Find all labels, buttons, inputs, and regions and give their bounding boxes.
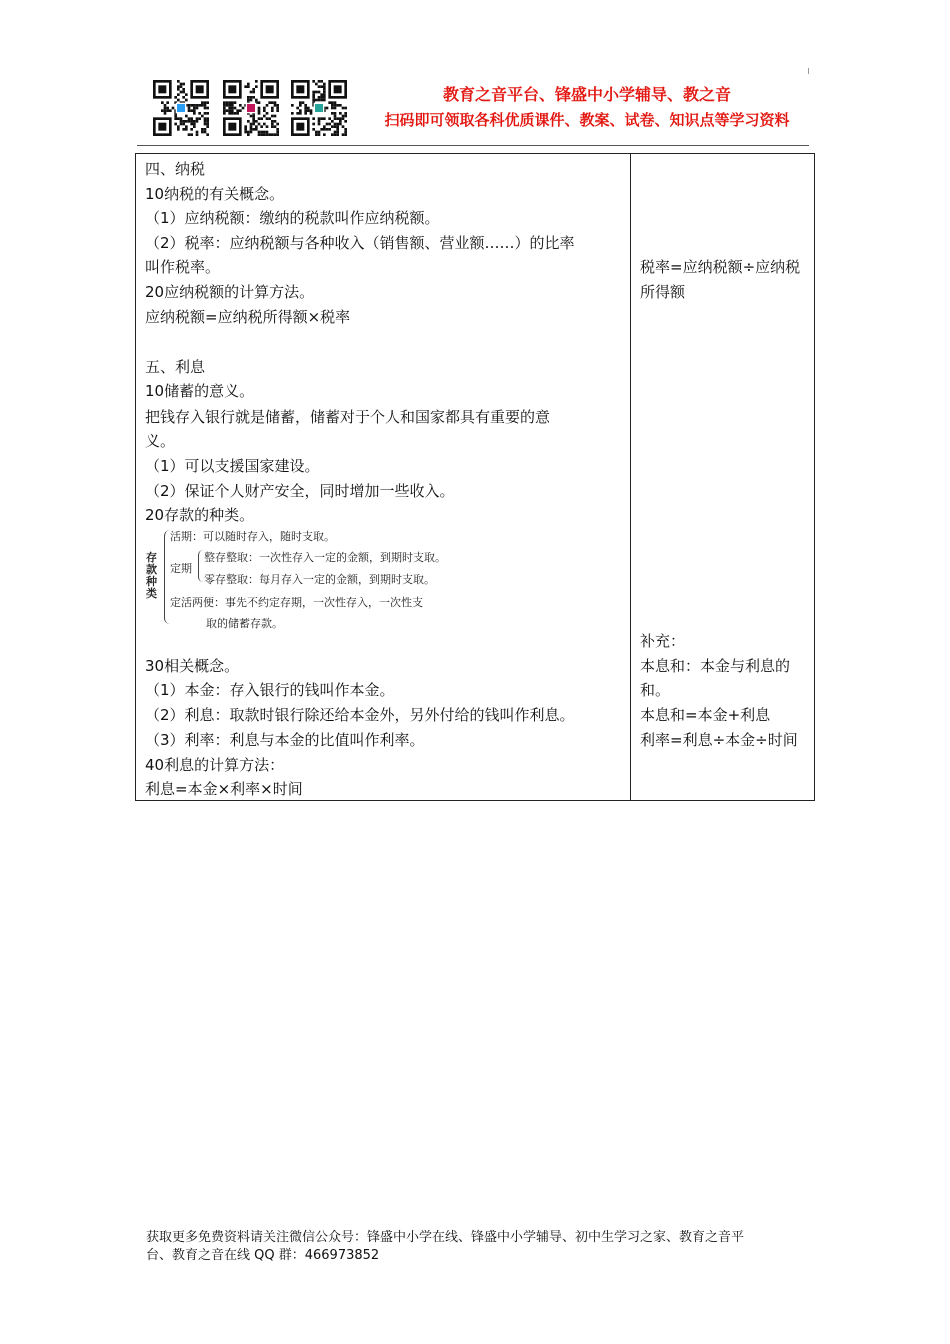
side-note: 和。: [640, 681, 671, 699]
text-line: 20应纳税额的计算方法。: [145, 283, 315, 301]
text-line: （1）应纳税额：缴纳的税款叫作应纳税额。: [145, 209, 440, 227]
text-line: 40利息的计算方法：: [145, 756, 285, 774]
deposit-flexible: 定活两便：事先不约定存期，一次性存入，一次性支: [170, 596, 423, 609]
side-note-title: 补充：: [640, 632, 686, 650]
deposit-installment: 零存整取：每月存入一定的金额，到期时支取。: [204, 573, 435, 586]
deposit-fixed: 定期: [170, 562, 192, 575]
footer-line-2: 台、教育之音在线 QQ 群：466973852: [146, 1248, 380, 1263]
text-line: 10纳税的有关概念。: [145, 185, 285, 203]
text-line: 义。: [145, 432, 176, 450]
fixed-brace: [198, 550, 203, 582]
text-line: 把钱存入银行就是储蓄，储蓄对于个人和国家都具有重要的意: [145, 408, 551, 426]
lesson-table: [135, 153, 815, 801]
header-rule: [137, 145, 809, 146]
text-line: （1）本金：存入银行的钱叫作本金。: [145, 681, 395, 699]
text-line: 叫作税率。: [145, 258, 221, 276]
text-line: （3）利率：利息与本金的比值叫作利率。: [145, 731, 425, 749]
deposit-lump-sum: 整存整取：一次性存入一定的金额，到期时支取。: [204, 551, 446, 564]
text-line: （2）保证个人财产安全，同时增加一些收入。: [145, 482, 455, 500]
side-note: 所得额: [640, 283, 686, 301]
qr-code-1: [153, 80, 209, 136]
text-line: （2）税率：应纳税额与各种收入（销售额、营业额……）的比率: [145, 234, 575, 252]
text-line: （1）可以支援国家建设。: [145, 457, 320, 475]
section-title-tax: 四、纳税: [145, 160, 206, 178]
deposit-demand: 活期：可以随时存入，随时支取。: [170, 530, 335, 543]
footer-line-1: 获取更多免费资料请关注微信公众号：锋盛中小学在线、锋盛中小学辅导、初中生学习之家、教育之音平: [146, 1230, 745, 1245]
side-note: 本息和：本金与利息的: [640, 657, 791, 675]
deposit-types-diagram: [146, 528, 506, 628]
page-header: [137, 68, 809, 148]
text-line: 20存款的种类。: [145, 506, 255, 524]
column-divider: [630, 154, 631, 800]
promo-banner: [367, 84, 807, 131]
deposit-flexible-cont: 取的储蓄存款。: [206, 617, 283, 630]
qr-code-icon: [153, 80, 209, 136]
page-footer: [146, 1229, 806, 1265]
formula-line: 利息=本金×利率×时间: [145, 780, 303, 798]
banner-line-2: 扫码即可领取各科优质课件、教案、试卷、知识点等学习资料: [384, 111, 790, 129]
text-line: 10储蓄的意义。: [145, 382, 255, 400]
qr-code-icon: [291, 80, 347, 136]
side-note: 利率=利息÷本金÷时间: [640, 731, 798, 749]
banner-line-1: 教育之音平台、锋盛中小学辅导、教之音: [442, 85, 731, 104]
qr-code-icon: [223, 80, 279, 136]
section-title-interest: 五、利息: [145, 358, 206, 376]
text-line: （2）利息：取款时银行除还给本金外，另外付给的钱叫作利息。: [145, 706, 575, 724]
header-corner-tick: [808, 68, 809, 74]
qr-code-2: [223, 80, 279, 136]
qr-code-3: [291, 80, 347, 136]
formula-line: 应纳税额=应纳税所得额×税率: [145, 308, 351, 326]
side-note: 本息和=本金+利息: [640, 706, 771, 724]
diagram-root: 存款种类: [146, 551, 157, 600]
side-note: 税率=应纳税额÷应纳税: [640, 258, 801, 276]
text-line: 30相关概念。: [145, 657, 240, 675]
